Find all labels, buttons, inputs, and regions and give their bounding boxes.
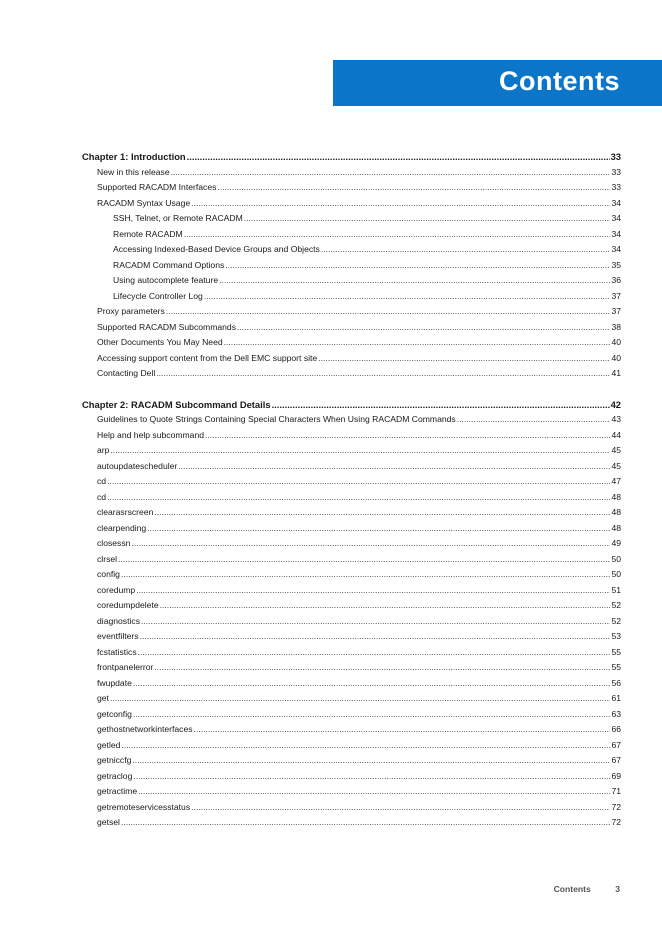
toc-page-number: 40 <box>611 352 621 363</box>
toc-page-number: 55 <box>611 662 621 672</box>
toc-entry[interactable] <box>82 414 621 430</box>
toc-entry[interactable] <box>82 554 621 570</box>
toc-entry-title: RACADM Syntax Usage <box>97 197 191 208</box>
toc-entry-title: Supported RACADM Subcommands <box>97 321 236 332</box>
toc-entry[interactable] <box>82 430 621 446</box>
toc-page-number: 48 <box>611 507 621 517</box>
toc-entry-title: eventfilters <box>97 631 139 641</box>
toc-entry-title: New in this release <box>97 166 170 177</box>
dot-leader <box>457 414 611 424</box>
toc-chapter-title: Chapter 2: RACADM Subcommand Details <box>82 398 271 410</box>
toc-entry-title: clrsel <box>97 553 118 564</box>
dot-leader <box>131 538 610 548</box>
toc-page-number: 37 <box>611 306 621 316</box>
dot-leader <box>118 554 610 564</box>
toc-entry[interactable] <box>82 569 621 585</box>
toc-entry-title: arp <box>97 445 110 455</box>
toc-page-number: 48 <box>611 491 621 502</box>
toc-entry[interactable] <box>82 631 621 647</box>
toc-entry-title: getled <box>97 739 121 750</box>
toc-entry-title: Proxy parameters <box>97 306 165 316</box>
dot-leader <box>237 322 610 332</box>
toc-entry-title: clearpending <box>97 522 147 533</box>
toc-entry-title: Remote RACADM <box>113 228 183 239</box>
toc-entry-title: config <box>97 569 120 579</box>
dot-leader <box>321 244 611 254</box>
toc-entry-title: getniccfg <box>97 755 132 765</box>
toc-entry-title: getsel <box>97 817 120 827</box>
toc-entry[interactable] <box>82 724 621 740</box>
toc-entry[interactable] <box>82 445 621 461</box>
dot-leader <box>191 802 610 812</box>
toc-entry-title: getraclog <box>97 770 133 781</box>
dot-leader <box>121 740 610 750</box>
dot-leader <box>225 260 610 270</box>
dot-leader <box>318 353 610 363</box>
toc-page-number: 36 <box>611 275 621 285</box>
toc-page-number: 33 <box>610 151 621 162</box>
toc-page-number: 45 <box>611 460 621 471</box>
toc-entry-title: getconfig <box>97 708 132 719</box>
footer-label: Contents <box>553 884 591 894</box>
toc-page-number: 51 <box>611 584 621 595</box>
toc-entry-title: frontpanelerror <box>97 662 154 672</box>
toc-entry-title: closessn <box>97 538 131 548</box>
toc-entry-title: Help and help subcommand <box>97 429 205 440</box>
toc-entry-title: RACADM Command Options <box>113 259 225 270</box>
toc-entry-title: cd <box>97 476 107 486</box>
dot-leader <box>138 786 610 796</box>
toc-entry-title: autoupdatescheduler <box>97 460 178 471</box>
toc-page-number: 41 <box>611 368 621 378</box>
chapter-1-entries <box>82 167 621 384</box>
toc-entry[interactable] <box>82 167 621 183</box>
toc-chapter-1[interactable] <box>82 151 621 167</box>
dot-leader <box>171 167 611 177</box>
toc-entry-title: get <box>97 693 109 703</box>
toc-entry-title: diagnostics <box>97 615 140 626</box>
toc-page-number: 42 <box>610 398 621 410</box>
toc-entry-title: Accessing support content from the Dell EMC support site <box>97 352 318 363</box>
toc-entry[interactable] <box>82 182 621 198</box>
toc-entry[interactable] <box>82 802 621 818</box>
toc-entry-title: coredump <box>97 584 136 595</box>
toc-page-number: 53 <box>611 631 621 641</box>
toc-page-number: 72 <box>611 817 621 827</box>
toc-entry[interactable] <box>82 817 621 833</box>
toc-entry[interactable] <box>82 616 621 632</box>
toc-entry-title: Accessing Indexed-Based Device Groups and Objects <box>113 244 320 254</box>
dot-leader <box>244 213 611 223</box>
toc-entry-title: Supported RACADM Interfaces <box>97 182 217 192</box>
toc-entry[interactable] <box>82 198 621 214</box>
toc-entry[interactable] <box>82 585 621 601</box>
dot-leader <box>121 569 611 579</box>
toc-entry[interactable] <box>82 306 621 322</box>
dot-leader <box>133 709 611 719</box>
toc-entry[interactable] <box>82 476 621 492</box>
dot-leader <box>154 507 610 517</box>
dot-leader <box>132 755 610 765</box>
toc-page-number: 63 <box>611 708 621 719</box>
toc-entry[interactable] <box>82 275 621 291</box>
dot-leader <box>110 693 610 703</box>
dot-leader <box>219 275 610 285</box>
dot-leader <box>107 476 610 486</box>
toc-entry[interactable] <box>82 291 621 307</box>
toc-entry[interactable] <box>82 229 621 245</box>
toc-entry[interactable] <box>82 771 621 787</box>
dot-leader <box>133 771 610 781</box>
chapter-2-entries <box>82 414 621 833</box>
dot-leader <box>107 492 610 502</box>
title-banner <box>333 60 662 106</box>
dot-leader <box>194 724 611 734</box>
toc-page-number: 34 <box>611 213 621 223</box>
toc-entry-title: cd <box>97 491 107 502</box>
dot-leader <box>136 585 610 595</box>
toc-entry-title: Contacting Dell <box>97 368 156 378</box>
dot-leader <box>178 461 610 471</box>
toc-entry[interactable] <box>82 368 621 384</box>
page-footer <box>554 884 620 894</box>
toc-entry-title: Lifecycle Controller Log <box>113 290 203 301</box>
toc-entry[interactable] <box>82 353 621 369</box>
dot-leader <box>138 647 611 657</box>
dot-leader <box>187 151 610 162</box>
toc-entry-title: Other Documents You May Need <box>97 337 223 347</box>
dot-leader <box>141 616 610 626</box>
dot-leader <box>191 198 610 208</box>
toc-entry[interactable] <box>82 709 621 725</box>
toc-entry[interactable] <box>82 461 621 477</box>
toc-entry[interactable] <box>82 740 621 756</box>
toc-page-number: 48 <box>611 522 621 533</box>
toc-chapter-title: Chapter 1: Introduction <box>82 151 186 162</box>
toc-chapter-2[interactable] <box>82 399 621 415</box>
dot-leader <box>205 430 610 440</box>
page-title: Contents <box>499 66 620 96</box>
toc-page-number: 50 <box>611 553 621 564</box>
toc-page-number: 61 <box>611 693 621 703</box>
toc-page-number: 71 <box>611 786 621 796</box>
toc-entry[interactable] <box>82 507 621 523</box>
dot-leader <box>224 337 611 347</box>
toc-page-number: 47 <box>611 476 621 486</box>
toc-page-number: 40 <box>611 337 621 347</box>
toc-entry[interactable] <box>82 492 621 508</box>
toc-entry-title: SSH, Telnet, or Remote RACADM <box>113 213 243 223</box>
toc-page-number: 37 <box>611 290 621 301</box>
dot-leader <box>147 523 610 533</box>
toc-entry[interactable] <box>82 322 621 338</box>
dot-leader <box>133 678 611 688</box>
toc-page-number: 34 <box>611 244 621 254</box>
toc-page-number: 55 <box>611 646 621 657</box>
toc-entry[interactable] <box>82 755 621 771</box>
toc-entry-title: Guidelines to Quote Strings Containing Special Characters When Using RACADM Commands <box>97 414 456 424</box>
toc-entry-title: getractime <box>97 786 138 796</box>
dot-leader <box>272 399 610 410</box>
toc-page-number: 67 <box>611 739 621 750</box>
dot-leader <box>217 182 610 192</box>
toc-entry[interactable] <box>82 337 621 353</box>
toc-page-number: 52 <box>611 615 621 626</box>
table-of-contents <box>82 151 621 833</box>
dot-leader <box>121 817 611 827</box>
toc-entry[interactable] <box>82 662 621 678</box>
toc-entry[interactable] <box>82 693 621 709</box>
toc-page-number: 56 <box>611 677 621 688</box>
toc-entry-title: fcstatistics <box>97 646 137 657</box>
dot-leader <box>140 631 611 641</box>
toc-entry-title: coredumpdelete <box>97 600 159 610</box>
toc-page-number: 67 <box>611 755 621 765</box>
toc-page-number: 33 <box>611 182 621 192</box>
toc-page-number: 34 <box>611 228 621 239</box>
toc-entry-title: clearasrscreen <box>97 507 154 517</box>
toc-page-number: 50 <box>611 569 621 579</box>
toc-entry[interactable] <box>82 678 621 694</box>
toc-page-number: 72 <box>611 801 621 812</box>
dot-leader <box>154 662 610 672</box>
toc-entry[interactable] <box>82 523 621 539</box>
toc-page-number: 33 <box>611 166 621 177</box>
toc-page-number: 45 <box>611 445 621 455</box>
toc-entry[interactable] <box>82 786 621 802</box>
toc-entry-title: Using autocomplete feature <box>113 275 219 285</box>
dot-leader <box>160 600 611 610</box>
dot-leader <box>110 445 610 455</box>
toc-page-number: 38 <box>611 321 621 332</box>
toc-page-number: 35 <box>611 259 621 270</box>
dot-leader <box>204 291 611 301</box>
toc-entry-title: gethostnetworkinterfaces <box>97 724 193 734</box>
toc-entry[interactable] <box>82 213 621 229</box>
toc-page-number: 34 <box>611 197 621 208</box>
dot-leader <box>156 368 610 378</box>
toc-entry[interactable] <box>82 600 621 616</box>
dot-leader <box>166 306 611 316</box>
toc-entry[interactable] <box>82 244 621 260</box>
toc-page-number: 44 <box>611 429 621 440</box>
toc-entry-title: getremoteservicesstatus <box>97 801 191 812</box>
toc-page-number: 43 <box>611 414 621 424</box>
toc-page-number: 69 <box>611 770 621 781</box>
toc-entry[interactable] <box>82 538 621 554</box>
footer-page-number: 3 <box>615 884 620 894</box>
toc-page-number: 66 <box>611 724 621 734</box>
toc-entry-title: fwupdate <box>97 677 132 688</box>
toc-entry[interactable] <box>82 647 621 663</box>
dot-leader <box>184 229 611 239</box>
toc-entry[interactable] <box>82 260 621 276</box>
toc-page-number: 49 <box>611 538 621 548</box>
toc-page-number: 52 <box>611 600 621 610</box>
